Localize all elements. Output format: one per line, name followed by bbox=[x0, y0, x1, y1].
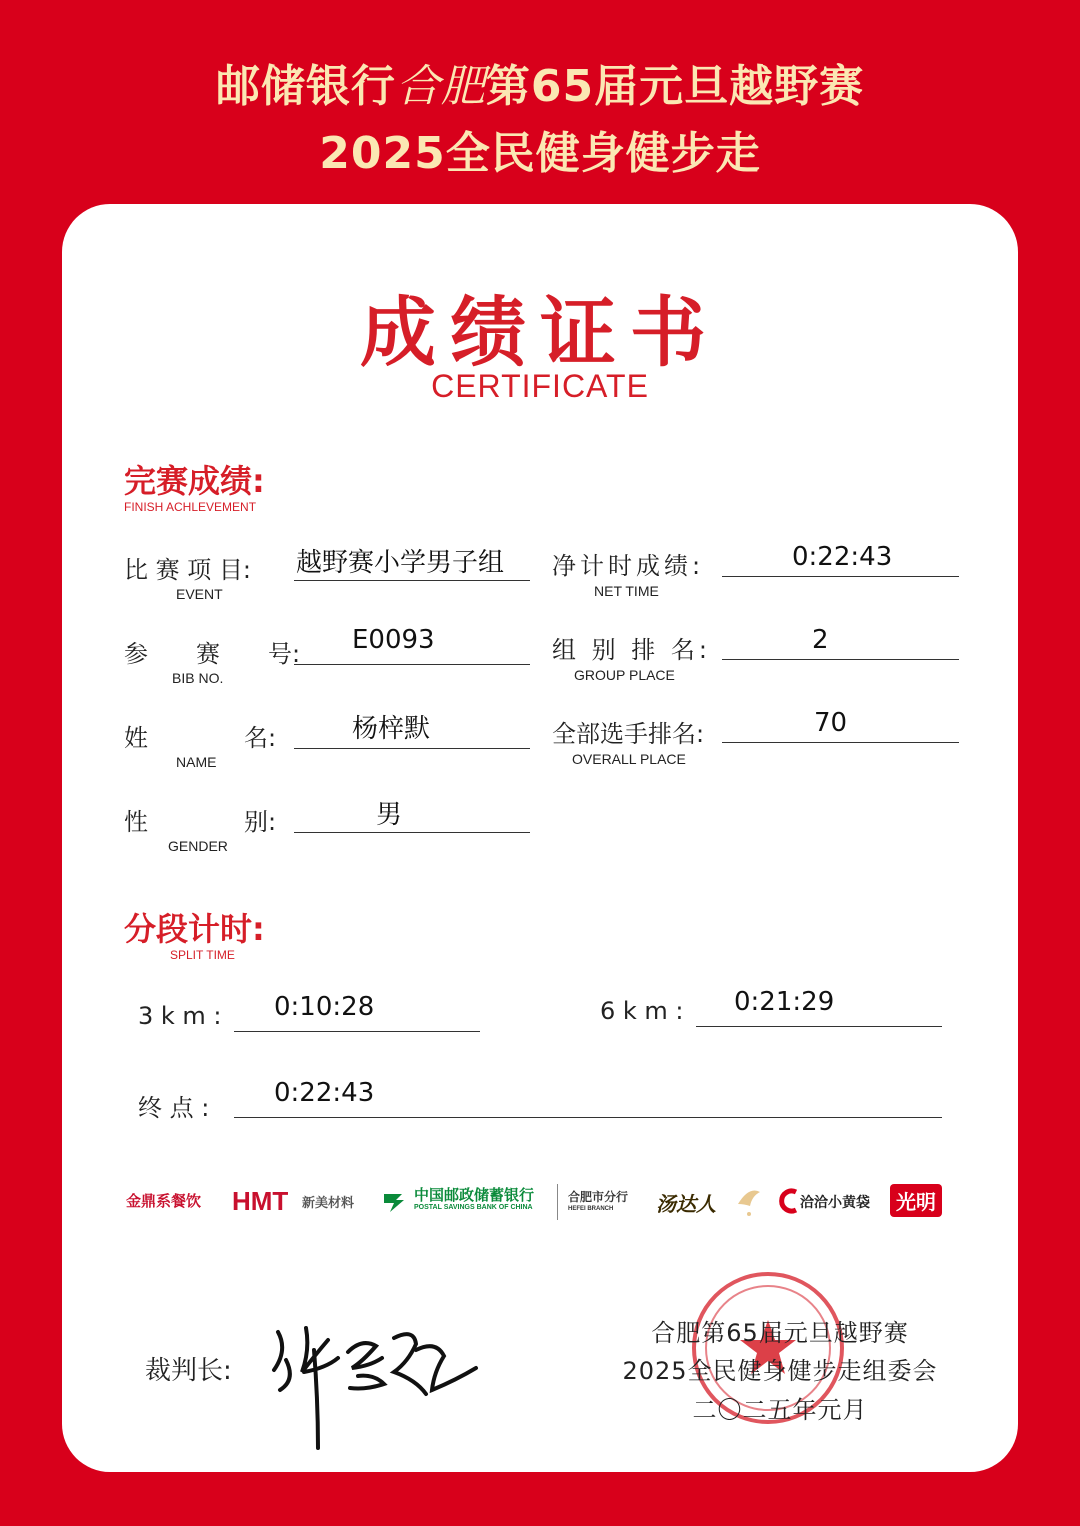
header-line-2: 2025全民健身健步走 bbox=[319, 128, 761, 179]
sponsor-logos bbox=[120, 1180, 960, 1230]
name-label: 姓 名: bbox=[124, 724, 277, 752]
net-time-label-en: NET TIME bbox=[594, 583, 659, 599]
event-label-en: EVENT bbox=[176, 586, 223, 602]
split-3km-value: 0:10:28 bbox=[274, 992, 375, 1022]
header-bank-name: 邮储银行 bbox=[215, 61, 396, 112]
overall-place-value: 70 bbox=[814, 708, 848, 738]
bib-label: 参 赛 号: bbox=[124, 640, 301, 668]
split-finish-value: 0:22:43 bbox=[274, 1078, 375, 1108]
sponsor-hefei-branch-en: HEFEI BRANCH bbox=[568, 1206, 614, 1212]
gender-value: 男 bbox=[376, 800, 403, 830]
organizer-date: 二〇二五年元月 bbox=[692, 1396, 868, 1424]
sponsor-qiaqia-logo: 洽洽小黄袋 bbox=[800, 1195, 870, 1211]
sponsor-postal-bank-cn: 中国邮政储蓄银行 bbox=[414, 1186, 535, 1204]
split-3km-underline bbox=[234, 1031, 480, 1032]
sponsor-divider bbox=[557, 1184, 558, 1220]
sponsor-hmt-logo: HMT bbox=[232, 1186, 289, 1216]
header-line-1 bbox=[0, 50, 1080, 114]
crane-logo-icon bbox=[734, 1184, 764, 1220]
qiaqia-logo-icon bbox=[778, 1188, 800, 1214]
split-6km-underline bbox=[696, 1026, 942, 1027]
sponsor-postal-bank-en: POSTAL SAVINGS BANK OF CHINA bbox=[414, 1204, 533, 1211]
gender-label-en: GENDER bbox=[168, 838, 228, 854]
event-label: 比 赛 项 目: bbox=[124, 556, 251, 584]
overall-place-underline bbox=[722, 742, 959, 743]
sponsor-tangdaren-logo: 汤达人 bbox=[656, 1192, 716, 1216]
certificate-subtitle: CERTIFICATE bbox=[431, 368, 649, 404]
name-underline bbox=[294, 748, 530, 749]
net-time-label: 净计时成绩: bbox=[552, 552, 705, 580]
overall-place-label-en: OVERALL PLACE bbox=[572, 751, 686, 767]
organizer-line-2: 2025全民健身健步走组委会 bbox=[622, 1357, 938, 1385]
split-6km-value: 0:21:29 bbox=[734, 987, 835, 1017]
certificate-title: 成绩证书 bbox=[360, 288, 720, 377]
event-underline bbox=[294, 580, 530, 581]
sponsor-jindingxi-logo: 金鼎系餐饮 bbox=[126, 1192, 202, 1210]
bib-value: E0093 bbox=[352, 625, 435, 655]
gender-label: 性 别: bbox=[124, 808, 277, 836]
split-heading-en: SPLIT TIME bbox=[170, 948, 235, 962]
sponsor-guangming-logo: 光明 bbox=[890, 1184, 942, 1217]
finish-heading-en: FINISH ACHLEVEMENT bbox=[124, 500, 257, 514]
name-value: 杨梓默 bbox=[352, 714, 431, 744]
organizer-line-1: 合肥第65届元旦越野赛 bbox=[651, 1319, 909, 1347]
gender-underline bbox=[294, 832, 530, 833]
split-6km-label: 6 k m : bbox=[600, 997, 684, 1025]
sponsor-hmt-text: 新美材料 bbox=[302, 1196, 355, 1211]
split-finish-label: 终 点 : bbox=[138, 1094, 210, 1122]
split-heading: 分段计时: bbox=[124, 910, 265, 948]
bib-underline bbox=[294, 664, 530, 665]
event-value: 越野赛小学男子组 bbox=[296, 548, 505, 578]
group-place-label-en: GROUP PLACE bbox=[574, 667, 675, 683]
group-place-label: 组 别 排 名: bbox=[552, 636, 711, 664]
finish-heading: 完赛成绩: bbox=[124, 462, 265, 500]
postal-bank-icon bbox=[382, 1188, 406, 1214]
bib-label-en: BIB NO. bbox=[172, 670, 224, 686]
name-label-en: NAME bbox=[176, 754, 217, 770]
header-city-calligraphy: 合肥 bbox=[395, 61, 486, 112]
net-time-value: 0:22:43 bbox=[792, 542, 893, 572]
split-3km-label: 3 k m : bbox=[138, 1002, 222, 1030]
split-finish-underline bbox=[234, 1117, 942, 1118]
handwritten-signature bbox=[266, 1310, 486, 1460]
sponsor-hefei-branch: 合肥市分行 bbox=[568, 1190, 629, 1204]
group-place-underline bbox=[722, 659, 959, 660]
overall-place-label: 全部选手排名: bbox=[552, 720, 705, 748]
chief-referee-label: 裁判长: bbox=[145, 1356, 232, 1386]
net-time-underline bbox=[722, 576, 959, 577]
group-place-value: 2 bbox=[812, 625, 829, 655]
header-race-name: 第65届元旦越野赛 bbox=[485, 61, 865, 112]
